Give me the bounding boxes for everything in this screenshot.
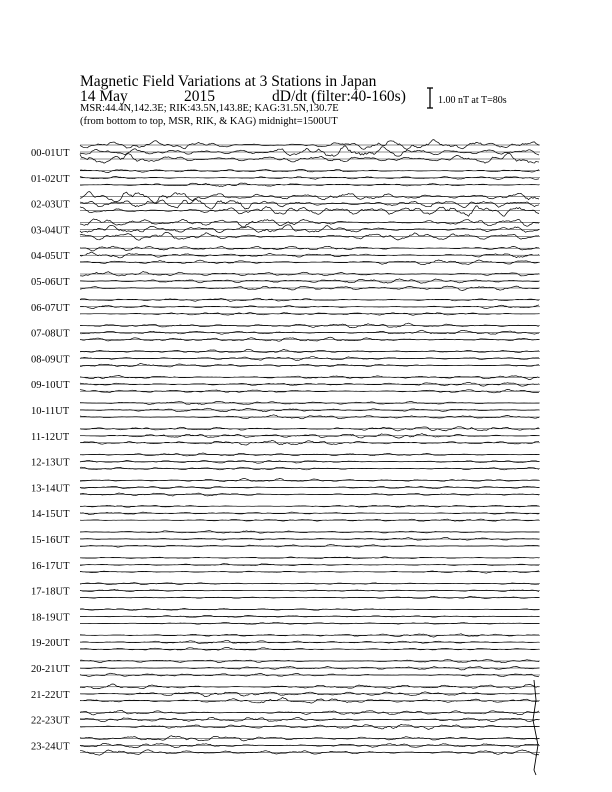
hour-label: 21-22UT <box>31 689 70 701</box>
trace-MSR <box>80 571 539 573</box>
trace-MSR <box>80 724 539 729</box>
trace-RIK <box>80 225 539 233</box>
trace-MSR <box>80 622 539 624</box>
hour-row-22-23UT <box>31 710 540 729</box>
hour-row-18-19UT <box>31 608 540 624</box>
hour-row-11-12UT <box>31 427 540 445</box>
hour-label: 06-07UT <box>31 302 70 314</box>
trace-RIK <box>80 692 539 697</box>
date-label: 14 May <box>80 88 128 105</box>
trace-RIK <box>80 330 539 334</box>
station-order-note: (from bottom to top, MSR, RIK, & KAG) midnight=1500UT <box>80 116 338 127</box>
hour-row-12-13UT <box>31 453 540 470</box>
trace-RIK <box>80 537 539 540</box>
trace-KAG <box>80 583 539 585</box>
hour-row-16-17UT <box>31 557 540 574</box>
trace-MSR <box>80 337 539 341</box>
hour-row-17-18UT <box>31 583 540 599</box>
trace-MSR <box>80 697 539 703</box>
trace-MSR <box>80 544 539 547</box>
hour-row-09-10UT <box>31 376 540 393</box>
trace-RIK <box>80 590 539 592</box>
hour-row-08-09UT <box>31 349 540 367</box>
hour-label: 15-16UT <box>31 535 70 546</box>
trace-KAG <box>80 192 539 204</box>
trace-RIK <box>80 199 539 209</box>
year-label: 2015 <box>184 88 215 105</box>
hour-row-10-11UT <box>31 401 540 419</box>
hour-row-19-20UT <box>31 634 540 650</box>
hour-label: 09-10UT <box>31 380 70 392</box>
trace-KAG <box>80 376 539 380</box>
hour-row-23-24UT <box>31 736 540 756</box>
trace-RIK <box>80 408 539 412</box>
measurement-label: dD/dt (filter:40-160s) <box>272 88 406 105</box>
trace-RIK <box>80 252 539 258</box>
trace-MSR <box>80 153 539 163</box>
trace-KAG <box>80 660 539 663</box>
station-coordinates: MSR:44.4N,142.3E; RIK:43.5N,143.8E; KAG:31.5N,130.7E <box>80 103 339 114</box>
trace-KAG <box>80 246 539 251</box>
hour-label: 03-04UT <box>31 225 70 237</box>
hour-label: 00-01UT <box>31 148 70 159</box>
hour-label: 18-19UT <box>31 612 70 624</box>
trace-RIK <box>80 641 539 644</box>
scale-bar <box>427 88 433 108</box>
hour-label: 19-20UT <box>31 638 70 650</box>
hour-row-13-14UT <box>31 479 540 497</box>
hour-label: 23-24UT <box>31 741 70 753</box>
hour-label: 11-12UT <box>31 431 70 443</box>
hour-row-04-05UT <box>31 246 540 265</box>
trace-spike <box>533 680 538 775</box>
trace-MSR <box>80 647 539 650</box>
hour-label: 13-14UT <box>31 483 70 495</box>
trace-KAG <box>80 557 539 559</box>
hour-label: 08-09UT <box>31 354 70 366</box>
hour-row-20-21UT <box>31 660 540 677</box>
trace-KAG <box>80 140 539 150</box>
hour-label: 22-23UT <box>31 715 70 727</box>
hour-row-03-04UT <box>31 219 540 240</box>
hour-row-01-02UT <box>31 169 540 186</box>
hour-row-14-15UT <box>31 505 540 521</box>
trace-RIK <box>80 146 539 156</box>
trace-MSR <box>80 286 539 290</box>
hour-row-21-22UT <box>31 684 540 703</box>
hour-row-07-08UT <box>31 323 540 341</box>
hour-label: 17-18UT <box>31 586 70 598</box>
trace-KAG <box>80 219 539 227</box>
hour-row-05-06UT <box>31 272 540 291</box>
hour-label: 12-13UT <box>31 457 70 469</box>
trace-KAG <box>80 272 539 277</box>
hour-label: 16-17UT <box>31 560 70 572</box>
hour-row-15-16UT <box>31 531 540 548</box>
hour-row-06-07UT <box>31 298 540 315</box>
hour-label: 14-15UT <box>31 509 70 521</box>
hour-label: 10-11UT <box>31 406 70 417</box>
trace-KAG <box>80 684 539 689</box>
trace-KAG <box>80 479 539 482</box>
scale-bar-label: 1.00 nT at T=80s <box>438 95 507 106</box>
hour-label: 02-03UT <box>31 199 70 211</box>
hour-label: 01-02UT <box>31 173 70 185</box>
hour-row-00-01UT <box>31 140 540 164</box>
trace-MSR <box>80 206 539 216</box>
chart-title: Magnetic Field Variations at 3 Stations in Japan <box>80 73 377 90</box>
hour-row-02-03UT <box>31 192 540 217</box>
hour-label: 04-05UT <box>31 251 70 263</box>
hour-label: 05-06UT <box>31 277 70 288</box>
hour-label: 20-21UT <box>31 664 70 675</box>
hour-label: 07-08UT <box>31 328 70 340</box>
trace-KAG <box>80 349 539 352</box>
